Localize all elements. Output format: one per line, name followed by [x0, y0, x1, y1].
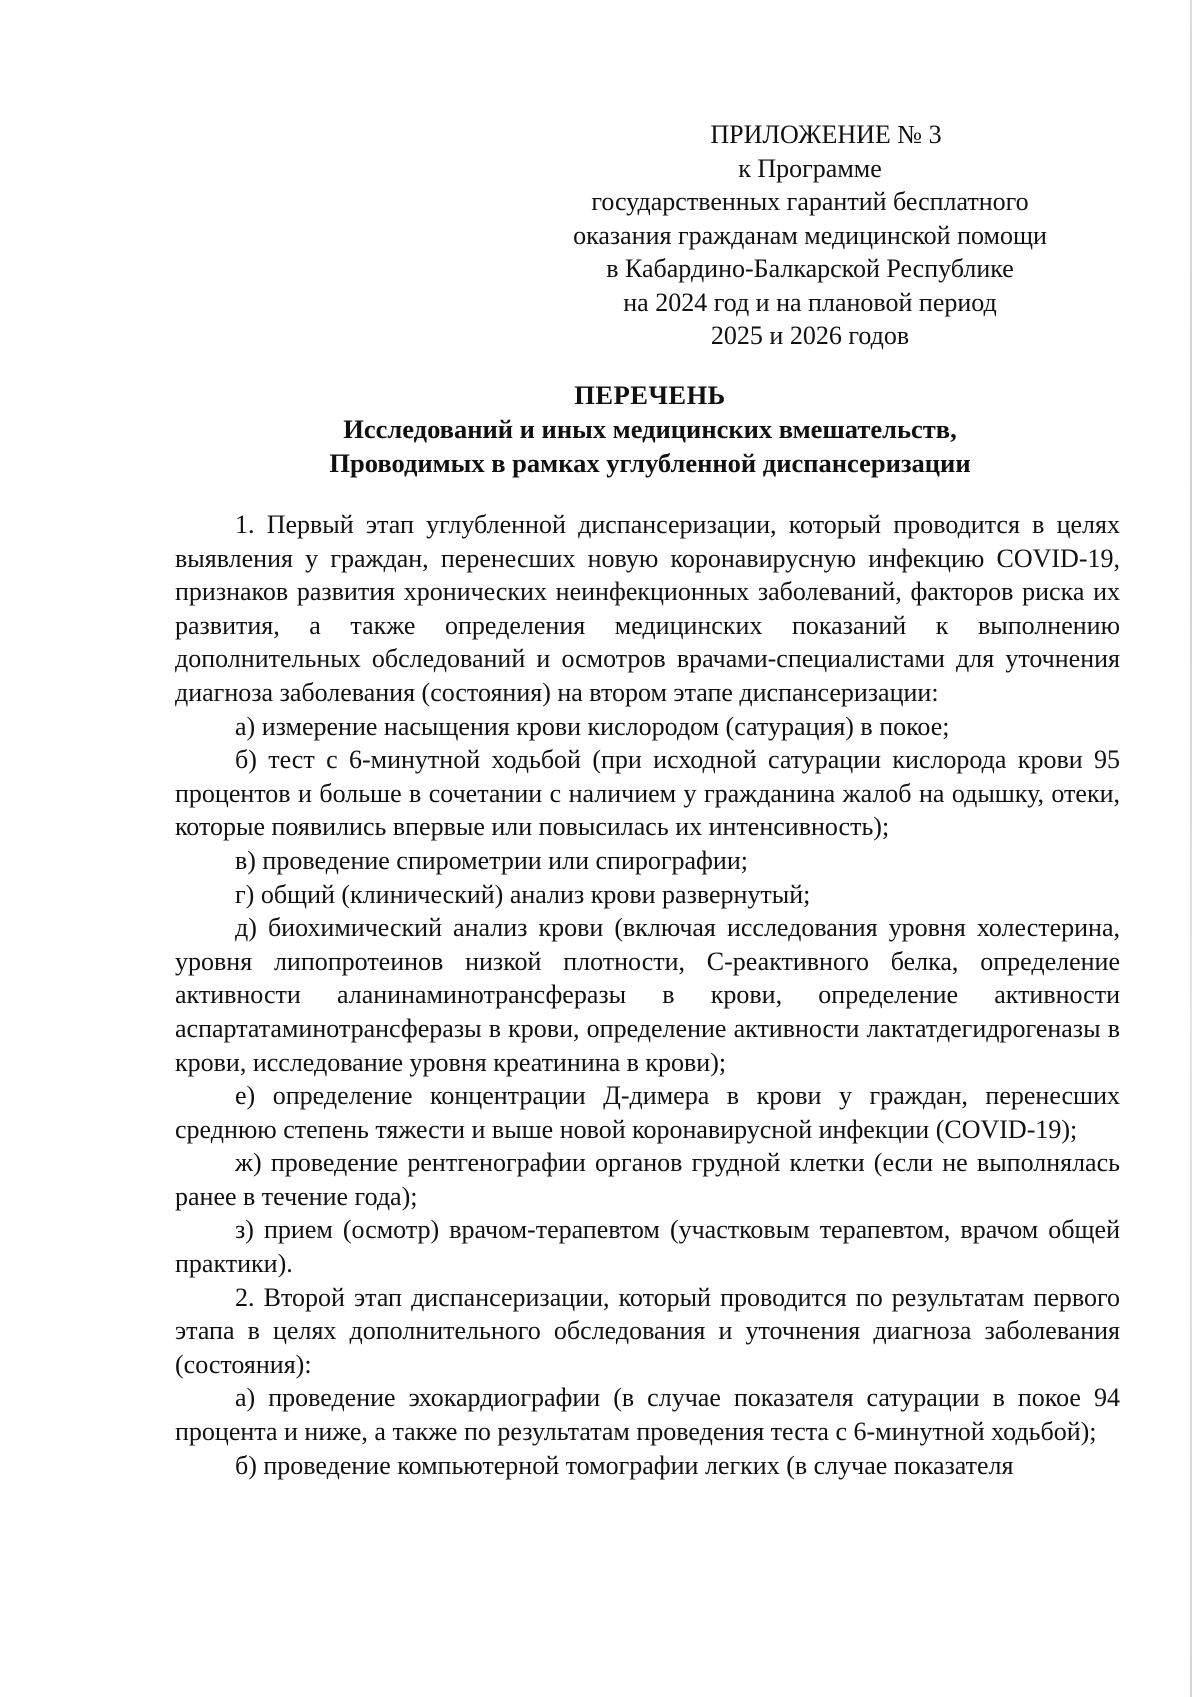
- paragraph: в) проведение спирометрии или спирографии;: [235, 845, 748, 875]
- document-body: [175, 508, 1120, 1482]
- paragraph: 2. Второй этап диспансеризации, который проводится по результатам первого этапа в целях дополнительного обследования и уточнения диагноза заболевания (состояния):: [175, 1282, 1120, 1379]
- appendix-line: в Кабардино-Балкарской Республике: [606, 254, 1014, 283]
- appendix-line: 2025 и 2026 годов: [710, 321, 910, 350]
- appendix-line: к Программе: [738, 153, 882, 183]
- paragraph: б) проведение компьютерной томографии легких (в случае показателя: [235, 1450, 1014, 1480]
- paragraph: з) прием (осмотр) врачом-терапевтом (участковым терапевтом, врачом общей практики).: [175, 1215, 1120, 1279]
- heading-main: ПЕРЕЧЕНЬ: [574, 380, 726, 410]
- paragraph: д) биохимический анализ крови (включая исследования уровня холестерина, уровня липопротеинов низкой плотности, С-реактивного белка, определение активности аланинаминотрансферазы в крови, определение активности аспартатаминотрансферазы в крови, определение активности лактатдегидрогеназы в крови, исследование уровня креатинина в крови);: [175, 913, 1120, 1077]
- heading-subtitle: Исследований и иных медицинских вмешательств,: [343, 414, 957, 444]
- scan-edge-shadow: [1190, 0, 1192, 1697]
- document-heading: [175, 378, 1125, 480]
- paragraph: 1. Первый этап углубленной диспансеризации, который проводится в целях выявления у граждан, перенесших новую коронавирусную инфекцию COVID-19, признаков развития хронических неинфекционных заболеваний, факторов риска их развития, а также определения медицинских показаний к выполнению дополнительных обследований и осмотров врачами-специалистами для уточнения диагноза заболевания (состояния) на втором этапе диспансеризации:: [175, 510, 1120, 707]
- paragraph: г) общий (клинический) анализ крови развернутый;: [235, 879, 811, 909]
- heading-subtitle: Проводимых в рамках углубленной диспансеризации: [329, 448, 971, 478]
- paragraph: ж) проведение рентгенографии органов грудной клетки (если не выполнялась ранее в течение года);: [175, 1148, 1120, 1211]
- appendix-line: государственных гарантий бесплатного: [591, 187, 1029, 216]
- appendix-line: оказания гражданам медицинской помощи: [573, 220, 1047, 250]
- appendix-header: [530, 118, 1090, 353]
- paragraph: б) тест с 6-минутной ходьбой (при исходной сатурации кислорода крови 95 процентов и больше в сочетании с наличием у гражданина жалоб на одышку, отеки, которые появились впервые или повысилась их интенсивность);: [175, 745, 1120, 842]
- paragraph: а) проведение эхокардиографии (в случае показателя сатурации в покое 94 процента и ниже, а также по результатам проведения теста с 6-минутной ходьбой);: [175, 1383, 1120, 1447]
- paragraph: а) измерение насыщения крови кислородом (сатурация) в покое;: [235, 711, 950, 741]
- appendix-title: ПРИЛОЖЕНИЕ № 3: [710, 120, 942, 149]
- appendix-line: на 2024 год и на плановой период: [623, 287, 997, 317]
- paragraph: е) определение концентрации Д-димера в крови у граждан, перенесших среднюю степень тяжести и выше новой коронавирусной инфекции (COVID-19);: [175, 1081, 1120, 1144]
